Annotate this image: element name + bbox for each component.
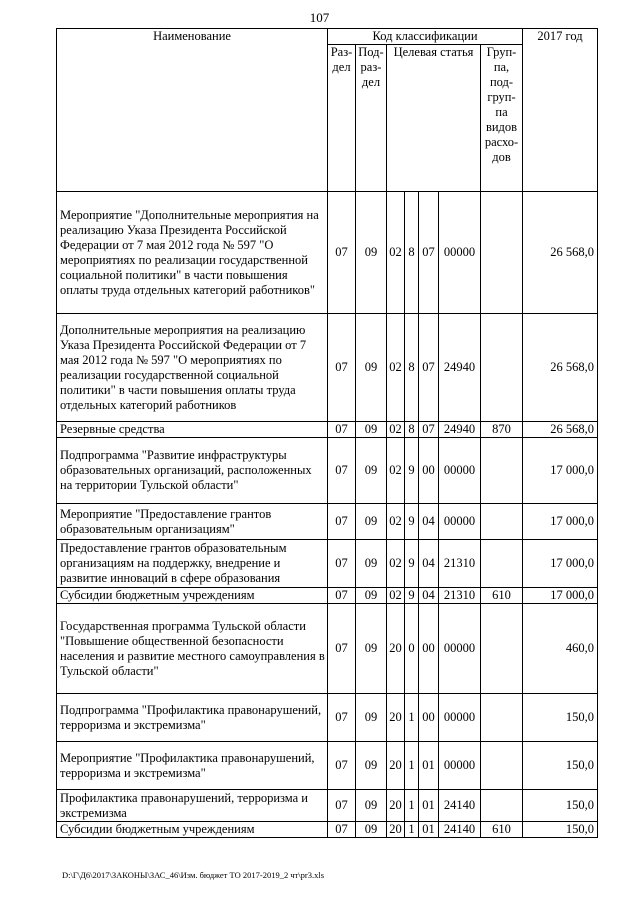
row-target-subprogram: 9	[405, 588, 419, 604]
row-razdel: 07	[328, 822, 356, 838]
row-target-event: 04	[419, 504, 439, 540]
table-row	[57, 588, 598, 604]
table-row	[57, 742, 598, 790]
row-amount: 150,0	[523, 790, 598, 822]
row-group	[481, 314, 523, 422]
table-row	[57, 504, 598, 540]
row-target-event: 01	[419, 822, 439, 838]
row-target-direction: 24940	[439, 422, 481, 438]
row-group	[481, 742, 523, 790]
row-target-program: 20	[387, 604, 405, 694]
row-target-event: 07	[419, 422, 439, 438]
row-target-program: 02	[387, 540, 405, 588]
row-razdel: 07	[328, 314, 356, 422]
table-row	[57, 822, 598, 838]
row-amount: 26 568,0	[523, 314, 598, 422]
row-target-direction: 21310	[439, 588, 481, 604]
row-amount: 17 000,0	[523, 588, 598, 604]
row-group	[481, 604, 523, 694]
row-target-direction: 24140	[439, 790, 481, 822]
row-name: Государственная программа Тульской области "Повышение общественной безопасности населения и развитие местного самоуправления в Тульской области"	[57, 604, 328, 694]
row-amount: 17 000,0	[523, 504, 598, 540]
row-name: Субсидии бюджетным учреждениям	[57, 588, 328, 604]
row-amount: 17 000,0	[523, 540, 598, 588]
row-target-event: 04	[419, 588, 439, 604]
row-group	[481, 504, 523, 540]
row-podrazdel: 09	[356, 540, 387, 588]
row-razdel: 07	[328, 192, 356, 314]
row-amount: 150,0	[523, 694, 598, 742]
row-target-subprogram: 9	[405, 504, 419, 540]
row-amount: 26 568,0	[523, 192, 598, 314]
row-group	[481, 540, 523, 588]
row-target-direction: 24140	[439, 822, 481, 838]
row-target-program: 20	[387, 822, 405, 838]
row-razdel: 07	[328, 588, 356, 604]
row-amount: 26 568,0	[523, 422, 598, 438]
row-amount: 460,0	[523, 604, 598, 694]
row-target-event: 01	[419, 742, 439, 790]
row-target-program: 02	[387, 504, 405, 540]
header-year: 2017 год	[523, 29, 598, 192]
row-razdel: 07	[328, 422, 356, 438]
header-target: Целевая статья	[387, 45, 481, 192]
row-target-event: 07	[419, 314, 439, 422]
row-target-program: 20	[387, 790, 405, 822]
row-target-subprogram: 1	[405, 822, 419, 838]
row-podrazdel: 09	[356, 604, 387, 694]
row-target-program: 02	[387, 314, 405, 422]
row-name: Предоставление грантов образовательным организациям на поддержку, внедрение и развитие инноваций в сфере образования	[57, 540, 328, 588]
header-name: Наименование	[57, 29, 328, 192]
row-group: 610	[481, 588, 523, 604]
row-razdel: 07	[328, 604, 356, 694]
row-group	[481, 192, 523, 314]
header-code: Код классификации	[328, 29, 523, 45]
row-podrazdel: 09	[356, 790, 387, 822]
row-podrazdel: 09	[356, 314, 387, 422]
row-name: Мероприятие "Профилактика правонарушений, терроризма и экстремизма"	[57, 742, 328, 790]
row-target-event: 04	[419, 540, 439, 588]
row-amount: 150,0	[523, 822, 598, 838]
row-target-direction: 00000	[439, 694, 481, 742]
row-name: Резервные средства	[57, 422, 328, 438]
row-target-program: 20	[387, 694, 405, 742]
file-path-footer: D:\Г\Д6\2017\ЗАКОНЫ\ЗАС_46\Изм. бюджет ТО 2017-2019_2 чт\pr3.xls	[62, 870, 325, 880]
table-row	[57, 192, 598, 314]
row-name: Мероприятие "Дополнительные мероприятия на реализацию Указа Президента Российской Федерации от 7 мая 2012 года № 597 "О мероприятиях по реализации государственной социальной политики" в части повышения оплаты труда отдельных категорий работников"	[57, 192, 328, 314]
row-group: 870	[481, 422, 523, 438]
row-group	[481, 438, 523, 504]
row-podrazdel: 09	[356, 438, 387, 504]
row-razdel: 07	[328, 694, 356, 742]
row-target-subprogram: 8	[405, 422, 419, 438]
row-name: Мероприятие "Предоставление грантов образовательным организациям"	[57, 504, 328, 540]
row-target-program: 02	[387, 422, 405, 438]
row-razdel: 07	[328, 504, 356, 540]
row-target-direction: 00000	[439, 192, 481, 314]
row-target-program: 02	[387, 588, 405, 604]
row-target-event: 00	[419, 604, 439, 694]
header-razdel: Раз- дел	[328, 45, 356, 192]
page-number: 107	[309, 10, 330, 25]
table-row	[57, 604, 598, 694]
row-podrazdel: 09	[356, 588, 387, 604]
row-group	[481, 694, 523, 742]
row-podrazdel: 09	[356, 192, 387, 314]
row-target-event: 00	[419, 438, 439, 504]
row-amount: 17 000,0	[523, 438, 598, 504]
budget-table	[56, 28, 598, 838]
row-razdel: 07	[328, 742, 356, 790]
row-target-program: 02	[387, 438, 405, 504]
row-podrazdel: 09	[356, 822, 387, 838]
row-target-direction: 00000	[439, 604, 481, 694]
row-target-subprogram: 8	[405, 192, 419, 314]
row-group: 610	[481, 822, 523, 838]
table-row	[57, 694, 598, 742]
row-target-program: 02	[387, 192, 405, 314]
table-row	[57, 422, 598, 438]
row-target-subprogram: 8	[405, 314, 419, 422]
row-razdel: 07	[328, 790, 356, 822]
row-podrazdel: 09	[356, 422, 387, 438]
row-target-subprogram: 9	[405, 438, 419, 504]
row-target-subprogram: 9	[405, 540, 419, 588]
table-row	[57, 790, 598, 822]
table-row	[57, 540, 598, 588]
row-podrazdel: 09	[356, 504, 387, 540]
row-podrazdel: 09	[356, 694, 387, 742]
row-razdel: 07	[328, 438, 356, 504]
row-name: Подпрограмма "Профилактика правонарушений, терроризма и экстремизма"	[57, 694, 328, 742]
row-name: Дополнительные мероприятия на реализацию Указа Президента Российской Федерации от 7 мая 2012 года № 597 "О мероприятиях по реализации государственной социальной политики" в части повышения оплаты труда отдельных категорий работников	[57, 314, 328, 422]
row-name: Профилактика правонарушений, терроризма и экстремизма	[57, 790, 328, 822]
row-target-subprogram: 1	[405, 742, 419, 790]
row-target-subprogram: 0	[405, 604, 419, 694]
row-target-event: 00	[419, 694, 439, 742]
row-target-direction: 00000	[439, 742, 481, 790]
row-target-subprogram: 1	[405, 790, 419, 822]
row-target-program: 20	[387, 742, 405, 790]
row-target-subprogram: 1	[405, 694, 419, 742]
row-target-direction: 24940	[439, 314, 481, 422]
header-podrazdel: Под- раз- дел	[356, 45, 387, 192]
row-name: Подпрограмма "Развитие инфраструктуры образовательных организаций, расположенных на территории Тульской области"	[57, 438, 328, 504]
row-podrazdel: 09	[356, 742, 387, 790]
row-group	[481, 790, 523, 822]
row-target-direction: 00000	[439, 504, 481, 540]
row-razdel: 07	[328, 540, 356, 588]
row-target-direction: 00000	[439, 438, 481, 504]
row-amount: 150,0	[523, 742, 598, 790]
row-name: Субсидии бюджетным учреждениям	[57, 822, 328, 838]
header-group: Груп- па, под- груп- па видов расхо- дов	[481, 45, 523, 192]
row-target-event: 01	[419, 790, 439, 822]
row-target-direction: 21310	[439, 540, 481, 588]
table-row	[57, 314, 598, 422]
row-target-event: 07	[419, 192, 439, 314]
table-row	[57, 438, 598, 504]
